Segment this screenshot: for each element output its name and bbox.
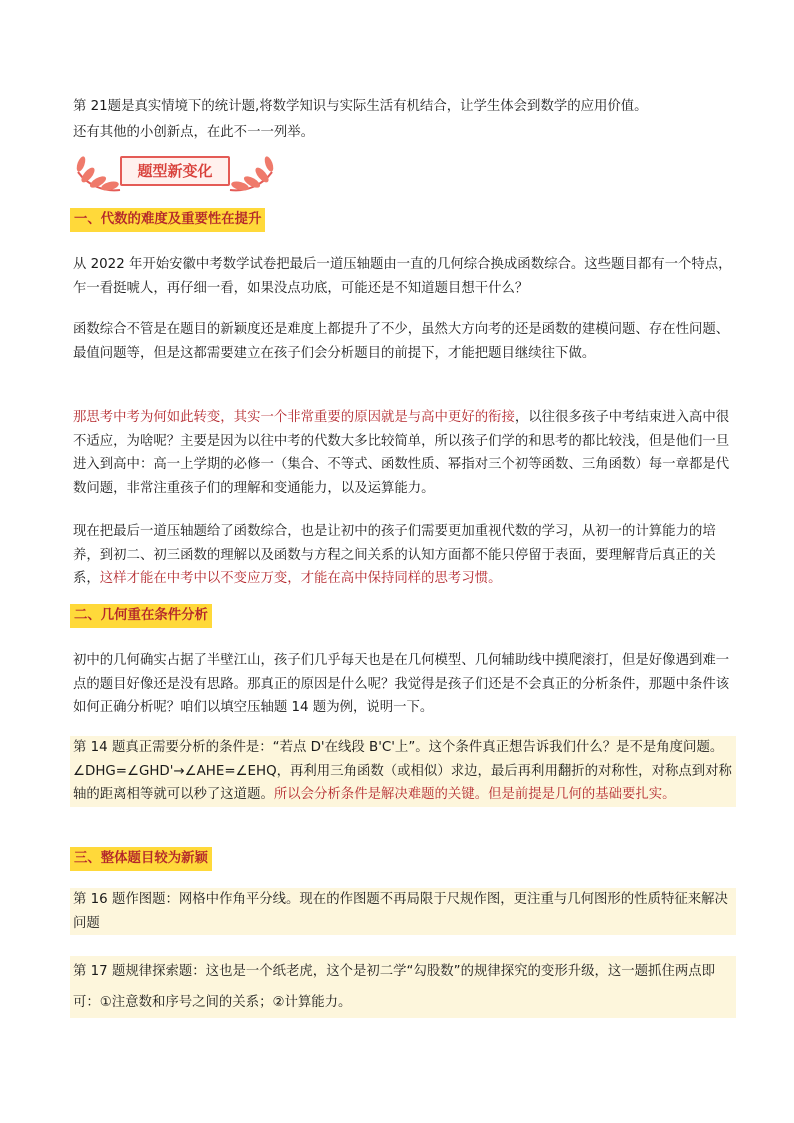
algebra-paragraph-4 xyxy=(73,520,733,591)
intro-line-2: 还有其他的小创新点，在此不一一列举。 xyxy=(73,125,315,140)
banner-title: 题型新变化 xyxy=(120,156,230,186)
intro-line-1: 第 21题是真实情境下的统计题,将数学知识与实际生活有机结合，让学生体会到数学的应用价值。 xyxy=(73,99,648,114)
geometry-paragraph-1: 初中的几何确实占据了半壁江山，孩子们几乎每天也是在几何模型、几何辅助线中摸爬滚打，但是好像遇到难一点的题目好像还是没有思路。那真正的原因是什么呢？我觉得是孩子们还是不会真正的分析条件，那题中条件该如何正确分析呢？咱们以填空压轴题 14 题为例，说明一下。 xyxy=(73,653,730,715)
algebra-paragraph-4-body: 现在把最后一道压轴题给了函数综合，也是让初中的孩子们需要更加重视代数的学习，从初一的计算能力的培养，到初二、初三函数的理解以及函数与方程之间关系的认知方面都不能只停留于表面，要理解背后真正的关系， xyxy=(73,524,716,586)
section-heading-algebra: 一、代数的难度及重要性在提升 xyxy=(70,208,265,232)
novelty-paragraph-1: 第 16 题作图题：网格中作角平分线。现在的作图题不再局限于尺规作图，更注重与几何图形的性质特征来解决问题 xyxy=(70,888,736,935)
left-laurel-icon xyxy=(70,150,122,198)
geometry-paragraph-2-body: 第 14 题真正需要分析的条件是：“若点 D'在线段 B'C'上”。这个条件真正想告诉我们什么？是不是角度问题。∠DHG=∠GHD'→∠AHE=∠EHQ，再利用三角函数（或相似）求边，最后再利用翻折的对称性，对称点到对称轴的距离相等就可以秒了这道题。 xyxy=(73,740,732,802)
geometry-paragraph-2 xyxy=(70,736,736,807)
algebra-paragraph-2: 函数综合不管是在题目的新颖度还是难度上都提升了不少，虽然大方向考的还是函数的建模问题、存在性问题、最值问题等，但是这都需要建立在孩子们会分析题目的前提下，才能把题目继续往下做。 xyxy=(73,322,730,361)
algebra-paragraph-3-body: ，以往很多孩子中考结束进入高中很不适应，为啥呢？主要是因为以往中考的代数大多比较简单，所以孩子们学的和思考的都比较浅，但是他们一旦进入到高中：高一上学期的必修一（集合、不等式、函数性质、幂指对三个初等函数、三角函数）每一章都是代数问题，非常注重孩子们的理解和变通能力，以及运算能力。 xyxy=(73,410,730,496)
section-banner xyxy=(70,150,280,198)
algebra-paragraph-1: 从 2022 年开始安徽中考数学试卷把最后一道压轴题由一直的几何综合换成函数综合。这些题目都有一个特点，乍一看挺唬人，再仔细一看，如果没点功底，可能还是不知道题目想干什么？ xyxy=(73,257,732,296)
geometry-paragraph-2-emphasis: 所以会分析条件是解决难题的关键。但是前提是几何的基础要扎实。 xyxy=(273,787,676,802)
algebra-paragraph-4-emphasis: 这样才能在中考中以不变应万变，才能在高中保持同样的思考习惯。 xyxy=(99,571,502,586)
algebra-paragraph-3-emphasis: 那思考中考为何如此转变，其实一个非常重要的原因就是与高中更好的衔接 xyxy=(73,410,515,425)
right-laurel-icon xyxy=(228,150,280,198)
algebra-paragraph-3 xyxy=(73,406,733,500)
section-heading-geometry: 二、几何重在条件分析 xyxy=(70,604,212,628)
section-heading-novelty: 三、整体题目较为新颖 xyxy=(70,847,212,871)
novelty-paragraph-2: 第 17 题规律探索题：这也是一个纸老虎，这个是初二学“勾股数”的规律探究的变形升级，这一题抓住两点即可：①注意数和序号之间的关系；②计算能力。 xyxy=(70,956,736,1018)
